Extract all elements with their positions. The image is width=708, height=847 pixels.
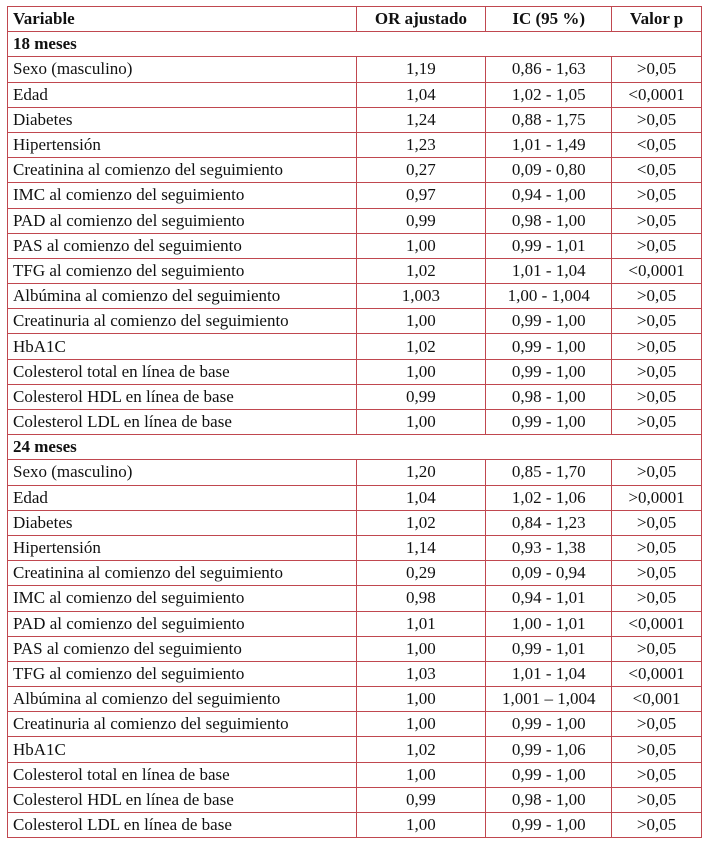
cell-variable: Edad <box>8 82 357 107</box>
cell-variable: IMC al comienzo del seguimiento <box>8 586 357 611</box>
cell-or: 1,20 <box>356 460 486 485</box>
cell-variable: Hipertensión <box>8 132 357 157</box>
cell-ic: 0,99 - 1,06 <box>486 737 612 762</box>
table-row <box>8 359 702 384</box>
cell-or: 1,003 <box>356 284 486 309</box>
cell-p: >0,05 <box>612 636 702 661</box>
cell-p: <0,001 <box>612 687 702 712</box>
cell-p: >0,05 <box>612 183 702 208</box>
cell-ic: 1,00 - 1,004 <box>486 284 612 309</box>
cell-variable: PAD al comienzo del seguimiento <box>8 611 357 636</box>
table-row <box>8 535 702 560</box>
cell-variable: Diabetes <box>8 510 357 535</box>
cell-ic: 0,99 - 1,00 <box>486 762 612 787</box>
cell-p: >0,05 <box>612 284 702 309</box>
cell-or: 1,00 <box>356 410 486 435</box>
cell-variable: Diabetes <box>8 107 357 132</box>
section-title: 24 meses <box>8 435 702 460</box>
table-row <box>8 258 702 283</box>
cell-or: 1,04 <box>356 82 486 107</box>
cell-p: <0,0001 <box>612 258 702 283</box>
cell-p: >0,05 <box>612 535 702 560</box>
cell-or: 1,00 <box>356 636 486 661</box>
cell-variable: Hipertensión <box>8 535 357 560</box>
cell-or: 1,02 <box>356 737 486 762</box>
header-row <box>8 7 702 32</box>
cell-ic: 0,94 - 1,01 <box>486 586 612 611</box>
cell-or: 1,19 <box>356 57 486 82</box>
table-row <box>8 183 702 208</box>
cell-or: 1,00 <box>356 712 486 737</box>
cell-ic: 0,99 - 1,00 <box>486 359 612 384</box>
table-body <box>8 32 702 838</box>
header-ic-95: IC (95 %) <box>486 7 612 32</box>
cell-ic: 1,02 - 1,06 <box>486 485 612 510</box>
cell-p: <0,05 <box>612 158 702 183</box>
cell-variable: Colesterol total en línea de base <box>8 762 357 787</box>
table-row <box>8 384 702 409</box>
cell-or: 1,24 <box>356 107 486 132</box>
section-row <box>8 32 702 57</box>
cell-or: 1,00 <box>356 687 486 712</box>
cell-ic: 1,01 - 1,49 <box>486 132 612 157</box>
cell-variable: Albúmina al comienzo del seguimiento <box>8 284 357 309</box>
cell-ic: 0,85 - 1,70 <box>486 460 612 485</box>
header-or-ajustado: OR ajustado <box>356 7 486 32</box>
cell-or: 0,99 <box>356 208 486 233</box>
cell-ic: 1,01 - 1,04 <box>486 258 612 283</box>
table-row <box>8 661 702 686</box>
table-row <box>8 57 702 82</box>
cell-ic: 0,99 - 1,00 <box>486 309 612 334</box>
cell-variable: TFG al comienzo del seguimiento <box>8 661 357 686</box>
cell-or: 1,03 <box>356 661 486 686</box>
cell-variable: IMC al comienzo del seguimiento <box>8 183 357 208</box>
cell-or: 1,00 <box>356 233 486 258</box>
cell-ic: 0,99 - 1,00 <box>486 813 612 838</box>
cell-p: <0,0001 <box>612 611 702 636</box>
cell-ic: 0,84 - 1,23 <box>486 510 612 535</box>
cell-p: >0,05 <box>612 813 702 838</box>
cell-or: 1,00 <box>356 813 486 838</box>
cell-p: >0,05 <box>612 510 702 535</box>
cell-ic: 0,98 - 1,00 <box>486 208 612 233</box>
cell-or: 0,97 <box>356 183 486 208</box>
cell-p: >0,05 <box>612 762 702 787</box>
cell-variable: PAS al comienzo del seguimiento <box>8 233 357 258</box>
cell-ic: 0,86 - 1,63 <box>486 57 612 82</box>
table-row <box>8 233 702 258</box>
cell-ic: 0,99 - 1,00 <box>486 334 612 359</box>
table-row <box>8 284 702 309</box>
cell-ic: 0,98 - 1,00 <box>486 787 612 812</box>
cell-p: >0,05 <box>612 309 702 334</box>
cell-or: 1,14 <box>356 535 486 560</box>
header-variable: Variable <box>8 7 357 32</box>
cell-ic: 1,02 - 1,05 <box>486 82 612 107</box>
cell-ic: 0,09 - 0,80 <box>486 158 612 183</box>
cell-p: >0,05 <box>612 712 702 737</box>
cell-variable: Colesterol HDL en línea de base <box>8 384 357 409</box>
cell-p: >0,0001 <box>612 485 702 510</box>
table-row <box>8 687 702 712</box>
cell-ic: 0,88 - 1,75 <box>486 107 612 132</box>
cell-or: 0,29 <box>356 561 486 586</box>
table-row <box>8 561 702 586</box>
cell-p: <0,0001 <box>612 82 702 107</box>
cell-p: <0,0001 <box>612 661 702 686</box>
cell-or: 1,00 <box>356 309 486 334</box>
cell-ic: 0,99 - 1,01 <box>486 233 612 258</box>
table-row <box>8 132 702 157</box>
cell-p: >0,05 <box>612 460 702 485</box>
cell-p: >0,05 <box>612 384 702 409</box>
cell-p: <0,05 <box>612 132 702 157</box>
cell-variable: Edad <box>8 485 357 510</box>
section-title: 18 meses <box>8 32 702 57</box>
cell-or: 0,99 <box>356 384 486 409</box>
table-row <box>8 485 702 510</box>
cell-p: >0,05 <box>612 410 702 435</box>
table-row <box>8 410 702 435</box>
table-row <box>8 813 702 838</box>
cell-or: 1,00 <box>356 359 486 384</box>
cell-p: >0,05 <box>612 737 702 762</box>
table-row <box>8 586 702 611</box>
table-row <box>8 611 702 636</box>
cell-p: >0,05 <box>612 107 702 132</box>
cell-p: >0,05 <box>612 586 702 611</box>
table-row <box>8 712 702 737</box>
table-row <box>8 460 702 485</box>
cell-ic: 1,01 - 1,04 <box>486 661 612 686</box>
cell-ic: 0,99 - 1,00 <box>486 712 612 737</box>
cell-p: >0,05 <box>612 787 702 812</box>
cell-p: >0,05 <box>612 57 702 82</box>
cell-ic: 0,09 - 0,94 <box>486 561 612 586</box>
table-row <box>8 309 702 334</box>
table-row <box>8 158 702 183</box>
table-row <box>8 208 702 233</box>
cell-or: 1,02 <box>356 510 486 535</box>
cell-ic: 0,99 - 1,00 <box>486 410 612 435</box>
cell-or: 1,02 <box>356 334 486 359</box>
cell-variable: Sexo (masculino) <box>8 460 357 485</box>
cell-ic: 0,93 - 1,38 <box>486 535 612 560</box>
cell-variable: HbA1C <box>8 737 357 762</box>
cell-variable: Sexo (masculino) <box>8 57 357 82</box>
cell-or: 0,99 <box>356 787 486 812</box>
table-row <box>8 82 702 107</box>
cell-ic: 0,94 - 1,00 <box>486 183 612 208</box>
cell-ic: 0,99 - 1,01 <box>486 636 612 661</box>
table-row <box>8 636 702 661</box>
cell-variable: Colesterol total en línea de base <box>8 359 357 384</box>
cell-variable: Creatinuria al comienzo del seguimiento <box>8 309 357 334</box>
results-table <box>7 6 702 838</box>
cell-variable: Creatinina al comienzo del seguimiento <box>8 158 357 183</box>
cell-variable: Colesterol LDL en línea de base <box>8 813 357 838</box>
cell-p: >0,05 <box>612 208 702 233</box>
cell-ic: 0,98 - 1,00 <box>486 384 612 409</box>
cell-variable: Colesterol HDL en línea de base <box>8 787 357 812</box>
table-row <box>8 510 702 535</box>
cell-variable: HbA1C <box>8 334 357 359</box>
table-row <box>8 737 702 762</box>
table-row <box>8 107 702 132</box>
cell-variable: Creatinuria al comienzo del seguimiento <box>8 712 357 737</box>
cell-or: 1,23 <box>356 132 486 157</box>
cell-or: 0,27 <box>356 158 486 183</box>
cell-ic: 1,00 - 1,01 <box>486 611 612 636</box>
table-row <box>8 787 702 812</box>
cell-variable: Colesterol LDL en línea de base <box>8 410 357 435</box>
section-row <box>8 435 702 460</box>
cell-variable: Albúmina al comienzo del seguimiento <box>8 687 357 712</box>
cell-variable: PAD al comienzo del seguimiento <box>8 208 357 233</box>
cell-ic: 1,001 – 1,004 <box>486 687 612 712</box>
table-row <box>8 334 702 359</box>
cell-variable: PAS al comienzo del seguimiento <box>8 636 357 661</box>
cell-p: >0,05 <box>612 334 702 359</box>
cell-variable: Creatinina al comienzo del seguimiento <box>8 561 357 586</box>
cell-or: 1,02 <box>356 258 486 283</box>
cell-p: >0,05 <box>612 561 702 586</box>
cell-or: 1,04 <box>356 485 486 510</box>
header-valor-p: Valor p <box>612 7 702 32</box>
cell-p: >0,05 <box>612 233 702 258</box>
cell-or: 1,00 <box>356 762 486 787</box>
cell-or: 1,01 <box>356 611 486 636</box>
table-row <box>8 762 702 787</box>
cell-or: 0,98 <box>356 586 486 611</box>
cell-variable: TFG al comienzo del seguimiento <box>8 258 357 283</box>
cell-p: >0,05 <box>612 359 702 384</box>
